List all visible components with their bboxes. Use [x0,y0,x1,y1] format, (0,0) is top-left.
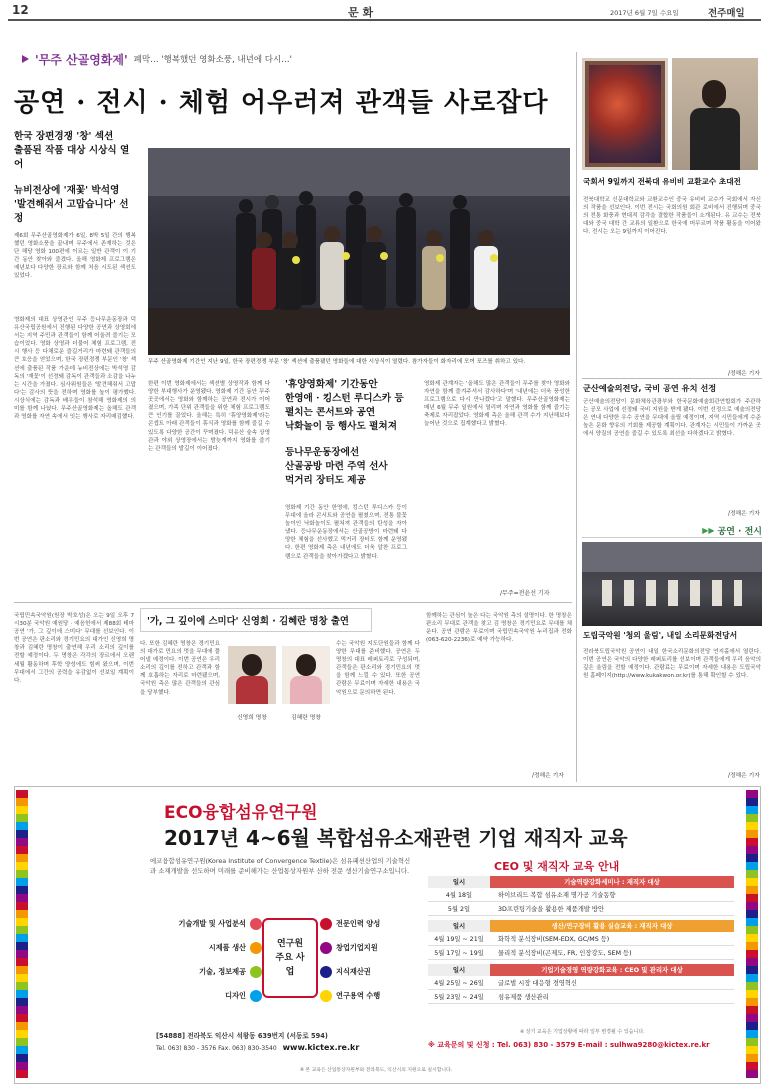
sidebar-art1-byline: /정해은 기자 [728,371,760,377]
ad-date-head: 일시 [428,876,490,888]
stage-backdrop [582,542,762,572]
circle-icon [320,918,332,930]
perf-label-bar [582,524,762,538]
ad-org-right-item: 연구용역 수행 [320,984,420,1008]
page-number: 12 [12,3,29,17]
ad-note: ※ 상기 교육은 기업상황에 따라 일부 변경될 수 있습니다. [520,1029,645,1035]
issue-date: 2017년 6월 7일 수요일 [610,9,679,17]
photo-caption: 무주 산골영화제 기간인 지난 9일, 한국 장편경쟁 부문 '창' 섹션에 출품됐던 영화들에 대한 시상식이 열렸다. 참가자들이 화자리에 모여 포즈를 취하고 있다. [148,359,526,365]
ad-block-head: 기업기술경영 역량강화교육 : CEO 및 관리자 대상 [490,964,734,976]
sidebar-divider-1 [582,378,762,379]
performance-photo [582,542,762,626]
ad-org-left-item: 시제품 생산 [150,936,262,960]
mid-byline: /정해은 기자 [532,773,564,779]
paper-name: 전주매일 [708,8,745,19]
ad-block-head: 생산/연구장비 활용 실습교육 : 재직자 대상 [490,920,734,932]
ad-section-title: CEO 및 재직자 교육 안내 [494,860,620,873]
painting-art [589,65,661,163]
ad-color-stripe-right [746,790,758,1080]
ad-row: 4월 18일 하이브리드 복합 섬유소재 명가공 기술동향 [428,888,734,902]
column-divider [576,52,577,782]
ad-intro: 에코융합섬유연구원(Korea Institute of Convergence Textile)은 섬유패션산업의 기술혁신과 소재개발을 선도하며 미래를 준비해가는 산업통상자원부 산하 전문 생산기술연구소입니다. [150,857,411,875]
mid-title-box [140,608,372,632]
ad-row: 5월 2일 3D프린팅기술을 활용한 제품개발 방안 [428,902,734,916]
mid-title: '가, 그 깊이에 스미다' 신영희 · 김혜란 명창 출연 [147,616,349,627]
singer1-body [236,676,268,704]
ad-schedule-table [428,876,734,1004]
ad-org-right-item: 지식재산권 [320,960,420,984]
ad-block [428,920,734,960]
ad-block [428,964,734,1004]
circle-icon [250,942,262,954]
headline: 공연 · 전시 · 체험 어우러져 관객들 사로잡다 [14,88,549,118]
singer1-head [242,654,262,676]
sidebar-art2-body: 군산예술의전당이 문화체육관광부와 한국문화예술회관연합회가 주관하는 공모 사업에 선정돼 국비 지원을 받게 됐다. 이번 선정으로 예술의전당은 연내 다양한 우수 공연을 무대에 올릴 예정이며, 지역 시민들에게 수준 높은 문화 향유의 기회를 제공할 계획이다. 관계자는 시민들이 가까운 곳에서 양질의 공연을 즐길 수 있도록 최선을 다하겠다고 밝혔다. [583,399,761,438]
ad-institute-name: ECO융합섬유연구원 [164,803,318,823]
ad-phone: ※ 교육문의 및 신청 : Tel. 063) 830 - 3579 E-mail : sulhwa9280@kictex.re.kr [428,1041,710,1049]
artist-body [690,108,740,170]
singer1-name: 신영희 명창 [237,715,267,721]
ad-date-head: 일시 [428,920,490,932]
ad-row: 4월 25일 ~ 26일 글로벌 시장 대응형 경영혁신 [428,976,734,990]
kicker [22,52,292,66]
ad-block [428,876,734,916]
sidebar-art1-title: 국회서 9일까지 전북대 유비비 교환교수 초대전 [583,177,741,186]
ad-url: www.kictex.re.kr [282,1043,360,1052]
singer1-photo [228,646,276,704]
singer2-photo [282,646,330,704]
sidebar-art3-body: 전라북도립국악원 공연이 내일 한국소리문화의전당 연지홀에서 열린다. 이번 공연은 국악의 다양한 레퍼토리를 선보이며 관객들에게 우리 음악의 깊은 울림을 전할 예정이다. 관람료는 무료이며 자세한 내용은 도립국악원 홈페이지(http://www.kukakwon.or.kr)를 통해 확인할 수 있다. [583,649,761,680]
lead-byline: /무주=전윤선 기자 [500,590,550,597]
singer2-body [290,676,322,704]
photo-people [148,148,570,355]
mid-col-left: 국립민속국악원(원장 박호성)은 오는 9일 오후 7시30분 국악원 예원당 · 예음헌에서 제88회 테마공연 '가, 그 깊이에 스미다' 무대를 선보인다. 이번 공연은 판소리와 경기민요의 대가인 신영희 명창과 김혜란 명창이 출연해 우리 소리의 깊이를 전할 예정이다. 두 명창은 각각의 장르에서 오랜 세월 활동하며 후학 양성에도 힘써 왔으며, 이번 무대에서 그간의 공력을 유감없이 선보일 계획이다. [14,613,134,684]
ad-contact: Tel. 063) 830 - 3576 Fax. 063) 830-3540 [156,1045,277,1052]
sidebar-art1-body: 전북대학교 신문대학교와 교환교수인 중국 유비비 교수가 국회에서 자신의 작품을 선보인다. 이번 전시는 국회의원 회관 로비에서 진행되며 중국의 전통 화풍과 현대적 감각을 결합한 작품들이 소개된다. 유 교수는 전북대와 중국 대학 간 교류의 일환으로 한국에 머무르며 작품 활동을 이어왔다. 전시는 오는 9일까지 이어진다. [583,197,761,236]
ad-row: 5월 23일 ~ 24일 섬유제품 생산관리 [428,990,734,1004]
kicker-title: '무주 산골영화제' [35,52,128,67]
double-triangle-icon: ▶▶ [702,526,715,535]
sidebar-art2-title: 군산예술의전당, 국비 공연 유치 선정 [583,383,717,393]
subhead-2: 뉴비전상에 '재꽃' 박석영 '발견해줘서 고맙습니다' 선정 [14,185,129,224]
circle-icon [250,918,262,930]
artist-photo [672,58,758,170]
subhead-1: 한국 장편경쟁 '창' 섹션 출품된 작품 대상 시상식 열어 [14,131,130,170]
ad-org-left-item: 기술개발 및 사업분석 [150,912,262,936]
circle-icon [250,990,262,1002]
ad-footer-note: ※ 본 교육은 산업통상자원부와 전라북도, 익산시의 지원으로 실시합니다. [300,1068,453,1073]
ad-org-left-item: 디자인 [150,984,262,1008]
sidebar-art2-byline: /정해은 기자 [728,511,760,517]
ad-title: 2017년 4~6월 복합섬유소재관련 기업 재직자 교육 [164,826,628,850]
artist-head [702,80,726,108]
ad-row: 4월 19일 ~ 21일 화학적 분석장비(SEM-EDX, GC/MS 등) [428,932,734,946]
ad-org-right-item: 창업기업지원 [320,936,420,960]
ad-org-left-item: 기술, 정보제공 [150,960,262,984]
ad-org-right-item: 전문인력 양성 [320,912,420,936]
ad-date-head: 일시 [428,964,490,976]
ad-color-stripe [16,790,28,1080]
ad-org-center [262,918,318,998]
lead-col4: 영화제 관계자는 '올해도 많은 관객들이 무주를 찾아 영화와 자연을 함께 즐겨주셔서 감사하다'며 '내년에는 더욱 풍성한 프로그램으로 다시 만나겠다'고 말했다. 무주산골영화제는 매년 6월 무주 일원에서 열리며 자연과 영화를 함께 즐기는 축제로 자리잡았다. 영화제 측은 올해 관객 수가 지난해보다 늘어난 것으로 집계했다고 밝혔다. [424,381,570,428]
sidebar-art3-byline: /정해은 기자 [728,773,760,779]
mid-subheads-a: '휴양영화제' 기간동안 한영애 · 킹스턴 루디스카 등 펼치는 콘서트와 공연 낙화놀이 등 행사도 펼쳐져 [285,379,404,432]
mid-subheads-b: 등나무운동장에선 산골공방 마련 주역 선사 먹거리 장터도 제공 [285,447,388,486]
kicker-sub: 폐막… '행복했던 영화소풍, 내년에 다시…' [133,55,293,65]
circle-icon [320,966,332,978]
ad-contact-line [156,1043,359,1052]
mid-col-mid: 다. 또한 김혜란 명창은 경기민요의 대가로 민요의 멋을 무대에 풀어낼 예정이다. 이번 공연은 우리 소리의 깊이를 전하고 관객과 함께 호흡하는 자리로 마련됐으며, 국악원 측은 많은 관객들의 관심을 당부했다. [140,641,220,696]
stage-performers [602,580,742,606]
perf-label: 공연 · 전시 [717,527,762,537]
circle-icon [320,990,332,1002]
triangle-icon [22,55,29,63]
ad-org-right [320,912,420,1008]
award-photo [148,148,570,355]
ad-address: [54888] 전라북도 익산시 석왕동 639번지 (서동로 594) [156,1032,328,1040]
page-header [8,3,761,21]
ad-block-head: 기술역량강화세미나 : 재직자 대상 [490,876,734,888]
ad-org-center-label: 연구원 주요 사업 [275,939,305,977]
section-label: 문 화 [348,6,374,19]
mid-col-far: 함께하는 관심이 높은 다는 국악원 측의 설명이다. 한 명창은 판소리 무대로 관객을 찾고 김 명창은 경기민요로 무대를 채운다. 공연 관람은 무료이며 국립민속국악원 누리집과 전화(063-620-2236)로 예약 가능하다. [426,613,572,644]
circle-icon [320,942,332,954]
singer2-head [296,654,316,676]
circle-icon [250,966,262,978]
sidebar-art3-title: 도립국악원 '청의 울림', 내일 소리문화전당서 [583,631,738,640]
painting-photo [582,58,668,170]
lead-col1: 영화제의 대표 상영관인 무주 등나무운동장과 덕유산국립공원에서 진행된 다양한 공연과 상영회에서는 지역 주민과 관객들이 함께 어울려 즐기는 모습이었다. 영화 상영과 더불어 체험 프로그램, 전시 행사 등 다채로운 즐길거리가 마련돼 관객들의 큰 호응을 얻었으며, 한국 장편경쟁 부문인 '창' 섹션에 출품된 작품 가운데 뉴비전상에는 박석영 감독의 '재꽃'이 선정돼 감독이 관객들과 소감을 나누는 시간을 가졌다. 심사위원들은 '발견해줘서 고맙다'는 감사의 뜻을 전하며 영화를 높이 평가했다. 시상식에는 감독과 배우들이 참석해 영화제의 의미를 함께 나눴다. 무주산골영화제는 올해도 관객과 영화를 자연 속에서 잇는 행사로 자리매김했다. [14,317,136,421]
ad-row: 5월 17일 ~ 19일 물리적 분석장비(곤제도, FR, 인장강도, SEM 등) [428,946,734,960]
mid-col-right: 수는 국악원 지도단원들과 함께 다양한 무대를 준비했다. 공연은 두 명창의 대표 레퍼토리로 구성되며, 관객들은 판소리와 경기민요의 멋을 함께 느낄 수 있다. 또한 공연 관람은 무료이며 자세한 내용은 국악원으로 문의하면 된다. [336,641,420,696]
lead-col2: 한편 이번 영화제에서는 섹션별 상영작과 함께 다양한 부대행사가 운영됐다. 영화제 기간 동안 무주 곳곳에서는 영화와 함께하는 공연과 전시가 이어졌으며, 가족 단위 관객들을 위한 체험 프로그램도 큰 인기를 끌었다. 올해는 특히 '휴양영화제'라는 콘셉트 아래 관객들이 휴식과 영화를 함께 즐길 수 있도록 다양한 공간이 꾸며졌다. 덕유산 숲속 상영관과 야외 상영장에서는 밤늦게까지 영화를 즐기는 관객들의 발길이 이어졌다. [148,381,270,452]
lead-col3: 영화제 기간 동안 한영애, 킹스턴 루디스카 등이 무대에 올라 콘서트와 공연을 펼쳤으며, 전통 불꽃놀이인 낙화놀이도 펼쳐져 관객들의 탄성을 자아냈다. 등나무운동장에서는 산골공방이 마련돼 다양한 체험을 선사했고 먹거리 장터도 함께 운영됐다. 한편 영화제 측은 내년에도 더욱 알찬 프로그램으로 관객들을 찾아가겠다고 밝혔다. [285,505,407,560]
lead-col1-top: 제6회 무주산골영화제가 6일, 8박 5일 간의 행복했던 영화소풍을 끝내며 무주에서 존재하는 것은 단 해당 영화 100편에 이르는 일반 관객이 이 기간 동안 찾아와 즐겼다. 올해 영화제 프로그램은 예년보다 다양한 장르와 함께 처음 시도된 섹션도 있었다. [14,233,136,280]
section-divider [14,602,572,603]
singer2-name: 김혜란 명창 [291,715,321,721]
ad-org-left [150,912,262,1008]
